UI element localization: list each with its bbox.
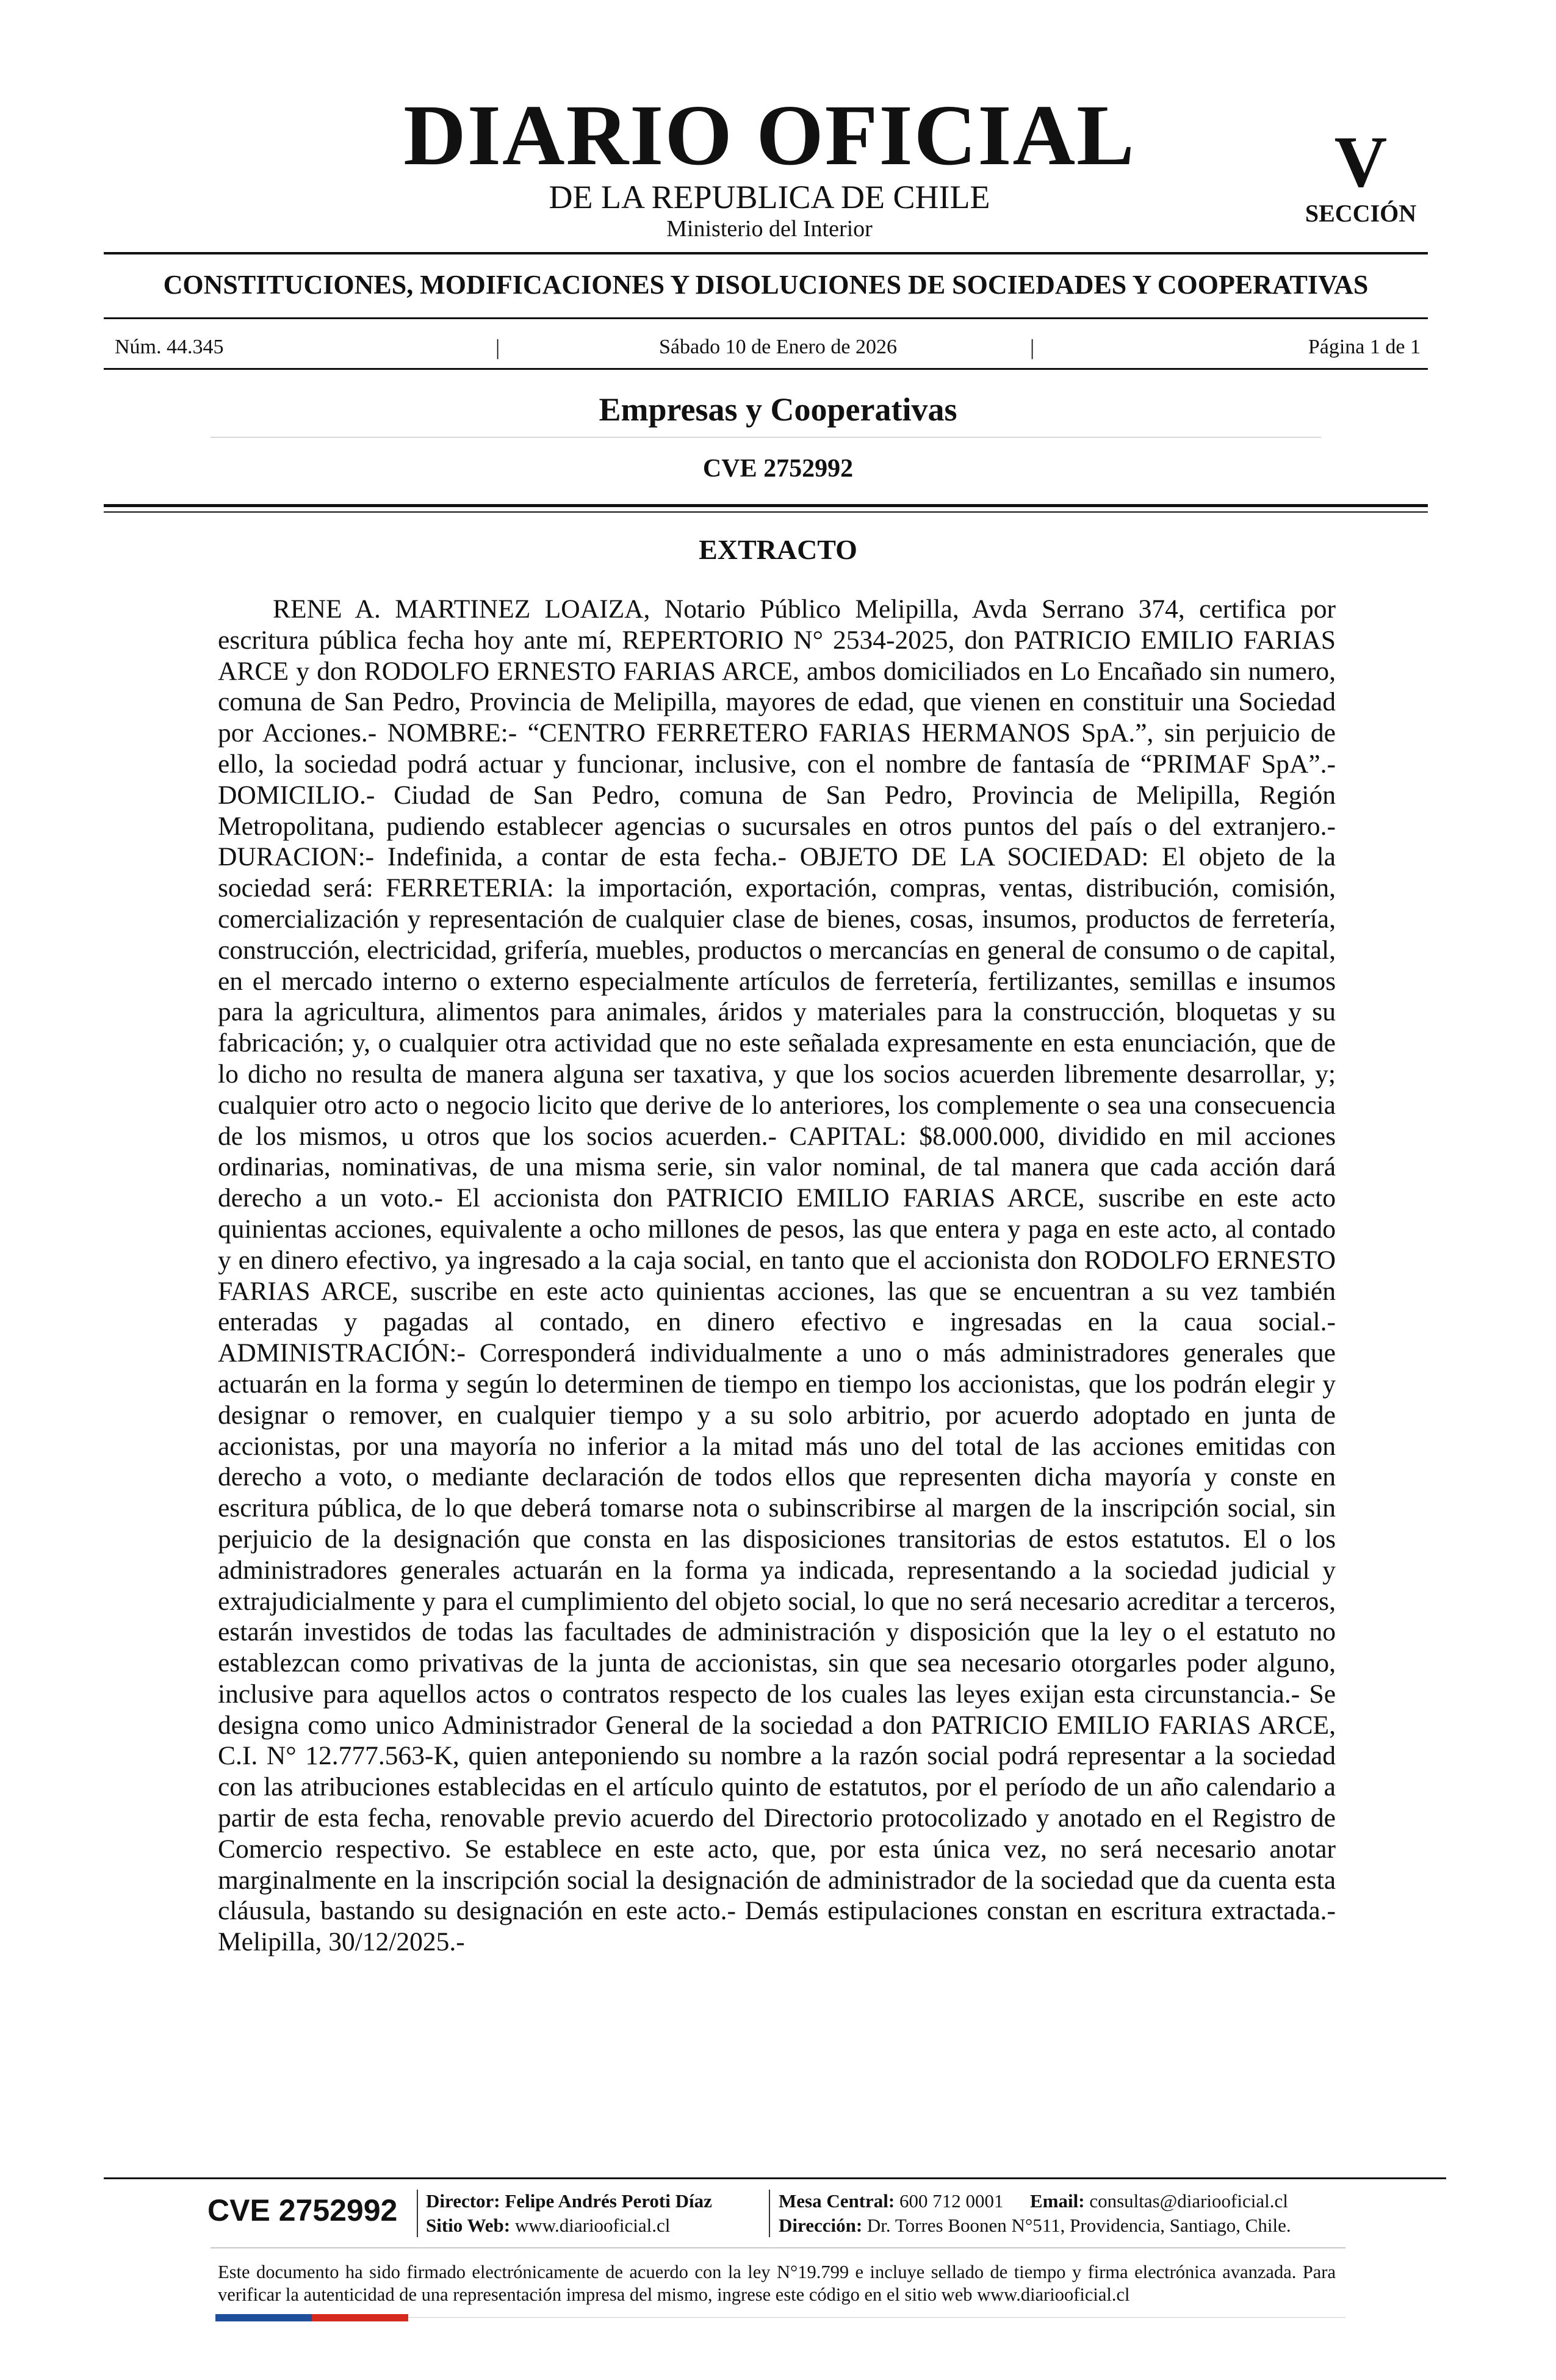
section-label: SECCIÓN [1305, 200, 1417, 227]
header-double-rule [104, 504, 1428, 507]
band-title: CONSTITUCIONES, MODIFICACIONES Y DISOLUCIONES DE SOCIEDADES Y COOPERATIVAS [163, 270, 1369, 300]
masthead-subtitle: DE LA REPUBLICA DE CHILE [549, 179, 990, 215]
footer-contact [779, 2191, 1288, 2212]
masthead-ministry: Ministerio del Interior [666, 216, 873, 242]
footer-address [779, 2215, 1291, 2236]
cve-code: CVE 2752992 [702, 455, 854, 483]
document-body: RENE A. MARTINEZ LOAIZA, Notario Público Melipilla, Avda Serrano 374, certifica por escritura pública fecha hoy ante mí, REPERTORIO N° 2534-2025, don PATRICIO EMILIO FARIAS ARCE y don RODOLFO ERNESTO FARIAS ARCE, ambos domiciliados en Lo Encañado sin numero, comuna de San Pedro, Provincia de Melipilla, mayores de edad, que vienen en constituir una Sociedad por Acciones.- NOMBRE:- “CENTRO FERRETERO FARIAS HERMANOS SpA.”, sin perjuicio de ello, la sociedad podrá actuar y funcionar, inclusive, con el nombre de fantasía de “PRIMAF SpA”.- DOMICILIO.- Ciudad de San Pedro, comuna de San Pedro, Provincia de Melipilla, Región Metropolitana, pudiendo establecer agencias o sucursales en otros puntos del país o del extranjero.-DURACION:- Indefinida, a contar de esta fecha.- OBJETO DE LA SOCIEDAD: El objeto de la sociedad será: FERRETERIA: la importación, exportación, compras, ventas, distribución, comisión, comercialización y representación de cualquier clase de bienes, cosas, insumos, productos de ferretería, construcción, electricidad, grifería, muebles, productos o mercancías en general de consumo o de capital, en el mercado interno o externo especialmente artículos de ferretería, fertilizantes, semillas e insumos para la agricultura, alimentos para animales, áridos y materiales para la construcción, bloquetas y su fabricación; y, o cualquier otra actividad que no este señalada expresamente en esta enunciación, que de lo dicho no resulta de manera alguna ser taxativa, y que los socios acuerden libremente desarrollar, y; cualquier otro acto o negocio licito que derive de lo anteriores, los complemente o sea una consecuencia de los mismos, u otros que los socios acuerden.- CAPITAL: $8.000.000, dividido en mil acciones ordinarias, nominativas, de una misma serie, sin valor nominal, de tal manera que cada acción dará derecho a un voto.- El accionista don PATRICIO EMILIO FARIAS ARCE, suscribe en este acto quinientas acciones, equivalente a ocho millones de pesos, las que entera y paga en este acto, al contado y en dinero efectivo, ya ingresado a la caja social, en tanto que el accionista don RODOLFO ERNESTO FARIAS ARCE, suscribe en este acto quinientas acciones, las que se encuentran a su vez también enteradas y pagadas al contado, en dinero efectivo e ingresadas en la caua social.- ADMINISTRACIÓN:- Corresponderá individualmente a uno o más administradores generales que actuarán en la forma y según lo determinen de tiempo en tiempo los accionistas, que los podrán elegir y designar o remover, en cualquier tiempo y a su solo arbitrio, por acuerdo adoptado en junta de accionistas, por una mayoría no inferior a la mitad más uno del total de las acciones emitidas con derecho a voto, o mediante declaración de todos ellos que representen dicha mayoría y conste en escritura pública, de lo que deberá tomarse nota o subinscribirse al margen de la inscripción social, sin perjuicio de la designación que consta en las disposiciones transitorias de estos estatutos. El o los administradores generales actuarán en la forma ya indicada, representando a la sociedad judicial y extrajudicialmente y para el cumplimiento del objeto social, lo que no será necesario acreditar a terceros, estarán investidos de todas las facultades de administración y disposición que la ley o el estatuto no establezcan como privativas de la junta de accionistas, sin que sea necesario otorgarles poder alguno, inclusive para aquellos actos o contratos respecto de los cuales las leyes exijan esta circunstancia.- Se designa como unico Administrador General de la sociedad a don PATRICIO EMILIO FARIAS ARCE, C.I. N° 12.777.563-K, quien anteponiendo su nombre a la razón social podrá representar a la sociedad con las atribuciones establecidas en el artículo quinto de estatutos, por el período de un año calendario a partir de esta fecha, renovable previo acuerdo del Directorio protocolizado y anotado en el Registro de Comercio respectivo. Se establece en este acto, que, por esta única vez, no será necesario anotar marginalmente en la inscripción social la designación de administrador de la sociedad que da cuenta esta cláusula, bastando su designación en este acto.- Demás estipulaciones constan en escritura extractada.- Melipilla, 30/12/2025.- [218, 594, 1336, 1957]
footer-note: Este documento ha sido firmado electrónicamente de acuerdo con la ley N°19.799 e incluye sellado de tiempo y firma electrónica avanzada. Para verificar la autenticidad de una representación impresa del mismo, ingrese este código en el sitio web www.diariooficial.cl [218, 2262, 1336, 2305]
footer-site-link[interactable]: www.diariooficial.cl [514, 2215, 671, 2236]
issue-page: Página 1 de 1 [1308, 336, 1421, 358]
footer-director [426, 2191, 712, 2212]
footer-separator [769, 2190, 770, 2237]
footer-email-label: Email: [1030, 2190, 1085, 2212]
masthead-title: DIARIO OFICIAL [403, 87, 1136, 183]
footer-rule [104, 2177, 1446, 2179]
band-rule [104, 317, 1428, 319]
issue-date: Sábado 10 de Enero de 2026 [659, 336, 897, 358]
section-title: Empresas y Cooperativas [599, 391, 957, 428]
footer-director-value: Felipe Andrés Peroti Díaz [505, 2190, 712, 2212]
footer-email-link[interactable]: consultas@diariooficial.cl [1089, 2190, 1288, 2212]
bottom-rule [408, 2317, 1345, 2318]
footer-cve: CVE 2752992 [207, 2193, 398, 2227]
flag-stripe-blue [215, 2314, 312, 2321]
footer-site-label: Sitio Web: [426, 2215, 511, 2236]
footer-separator [417, 2190, 418, 2237]
masthead-rule [104, 252, 1428, 254]
footer-address-label: Dirección: [779, 2215, 863, 2236]
section-title-rule [211, 437, 1321, 438]
section-number: V [1334, 121, 1388, 202]
document-title: EXTRACTO [699, 534, 857, 565]
flag-stripe-red [312, 2314, 408, 2321]
header-double-rule [104, 511, 1428, 513]
footer-address-value: Dr. Torres Boonen N°511, Providencia, Santiago, Chile. [866, 2215, 1291, 2236]
footer-director-label: Director: [426, 2190, 500, 2212]
issue-separator: | [495, 335, 500, 359]
issue-number: Núm. 44.345 [115, 336, 224, 358]
issue-rule [104, 368, 1428, 370]
issue-separator: | [1030, 335, 1035, 359]
footer-mesa-value: 600 712 0001 [899, 2190, 1004, 2212]
footer-mesa-label: Mesa Central: [779, 2190, 895, 2212]
footer-site [426, 2215, 670, 2236]
